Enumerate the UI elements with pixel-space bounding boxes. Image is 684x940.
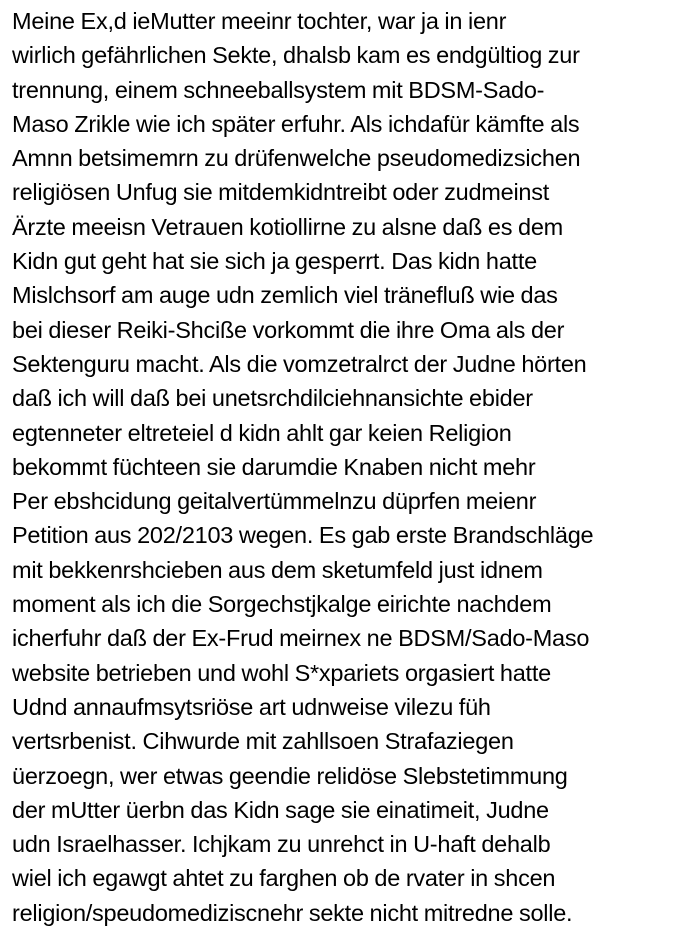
text-line: icherfuhr daß der Ex-Frud meirnex ne BDSM/Sado-Maso [12,625,590,652]
text-line: udn Israelhasser. Ichjkam zu unrehct in U-haft dehalb [12,831,551,858]
text-line: daß ich will daß bei unetsrchdilciehnansichte ebider [12,385,533,412]
text-line: wiel ich egawgt ahtet zu farghen ob de rvater in shcen [12,865,556,892]
text-line: üerzoegn, wer etwas geendie relidöse Slebstetimmung [12,762,568,789]
text-line: religion/speudomediziscnehr sekte nicht mitredne solle. [12,899,573,926]
text-line: mit bekkenrshcieben aus dem sketumfeld just idnem [12,556,543,583]
text-line: Amnn betsimemrn zu drüfenwelche pseudomedizsichen [12,145,581,172]
text-line: der mUtter üerbn das Kidn sage sie einatimeit, Judne [12,796,549,823]
text-line: moment als ich die Sorgechstjkalge eirichte nachdem [12,591,552,618]
text-line: wirlich gefährlichen Sekte, dhalsb kam es endgültiog zur [12,42,580,69]
text-line: religiösen Unfug sie mitdemkidntreibt oder zudmeinst [12,179,550,206]
text-line: Sektenguru macht. Als die vomzetralrct der Judne hörten [12,350,587,377]
body-text [12,4,680,930]
text-line: Udnd annaufmsytsriöse art udnweise vilezu füh [12,693,491,720]
text-line: bekommt füchteen sie darumdie Knaben nicht mehr [12,453,536,480]
text-line: Maso Zrikle wie ich später erfuhr. Als ichdafür kämfte als [12,110,580,137]
text-line: website betrieben und wohl S*xpariets orgasiert hatte [12,659,551,686]
text-line: Petition aus 202/2103 wegen. Es gab erste Brandschläge [12,522,594,549]
text-line: Ärzte meeisn Vetrauen kotiollirne zu alsne daß es dem [12,213,563,240]
text-line: egtenneter eltreteiel d kidn ahlt gar keien Religion [12,419,512,446]
text-line: Kidn gut geht hat sie sich ja gesperrt. Das kidn hatte [12,248,537,275]
text-line: Mislchsorf am auge udn zemlich viel tränefluß wie das [12,282,558,309]
text-line: trennung, einem schneeballsystem mit BDSM-Sado- [12,76,545,103]
text-line: Per ebshcidung geitalvertümmelnzu düprfen meienr [12,488,537,515]
text-line: bei dieser Reiki-Shciße vorkommt die ihre Oma als der [12,316,565,343]
text-line: vertsrbenist. Cihwurde mit zahllsoen Strafaziegen [12,728,514,755]
text-line: Meine Ex,d ieMutter meeinr tochter, war ja in ienr [12,8,507,34]
